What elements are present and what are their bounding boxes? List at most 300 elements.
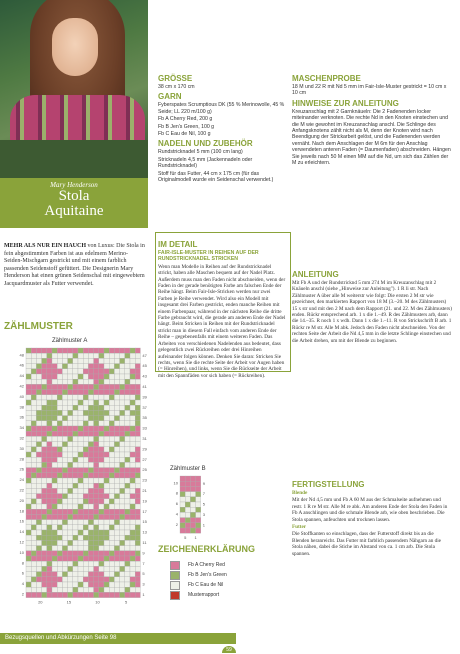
chart-cell <box>68 520 73 525</box>
chart-cell <box>26 405 31 410</box>
chart-cell <box>109 353 114 358</box>
chart-cell <box>73 348 78 353</box>
blende-text: Mit der Nd 4,5 mm und Fb A 60 M aus der Schmalseite aufnehmen und restr. 1 R re M str. Alle M re abk. Am anderen Ende der Stola den Faden in Fb A anschlingen und die schmale Blende arb, wie oben beschrieben. Die Stola spannen, anfeuchten und trocknen lassen. <box>292 497 448 523</box>
chart-cell <box>185 486 190 491</box>
chart-cell <box>83 369 88 374</box>
row-label: 40 <box>19 393 24 399</box>
chart-cell <box>88 358 93 363</box>
chart-cell <box>42 483 47 488</box>
chart-cell <box>47 572 52 577</box>
chart-cell <box>68 364 73 369</box>
chart-cell <box>62 374 67 379</box>
chart-cell <box>68 447 73 452</box>
chart-cell <box>130 364 135 369</box>
chart-cell <box>94 416 99 421</box>
chart-cell <box>73 582 78 587</box>
chart-cell <box>42 556 47 561</box>
row-label: 47 <box>142 352 147 358</box>
chart-cell <box>83 592 88 597</box>
chart-cell <box>26 358 31 363</box>
chart-cell <box>36 462 41 467</box>
chart-cell <box>26 494 31 499</box>
chart-cell <box>114 384 119 389</box>
chart-cell <box>120 395 125 400</box>
chart-cell <box>42 369 47 374</box>
chart-cell <box>57 421 62 426</box>
chart-cell <box>109 572 114 577</box>
chart-cell <box>73 447 78 452</box>
chart-cell <box>36 447 41 452</box>
row-label: 43 <box>142 373 147 379</box>
chart-cell <box>31 566 36 571</box>
chart-cell <box>57 478 62 483</box>
chart-cell <box>31 540 36 545</box>
chart-cell <box>135 384 140 389</box>
chart-cell <box>94 384 99 389</box>
chart-cell <box>57 452 62 457</box>
chart-cell <box>57 374 62 379</box>
chart-cell <box>109 483 114 488</box>
chart-cell <box>120 400 125 405</box>
chart-cell <box>42 572 47 577</box>
chart-cell <box>52 400 57 405</box>
chart-cell <box>36 556 41 561</box>
chart-cell <box>109 592 114 597</box>
chart-cell <box>78 566 83 571</box>
blende-label: Blende <box>292 490 308 496</box>
chart-cell <box>47 530 52 535</box>
chart-cell <box>135 561 140 566</box>
chart-cell <box>47 483 52 488</box>
row-label: 22 <box>19 487 24 493</box>
chart-cell <box>68 431 73 436</box>
chart-cell <box>135 509 140 514</box>
chart-cell <box>26 530 31 535</box>
chart-cell <box>57 546 62 551</box>
chart-cell <box>83 520 88 525</box>
row-label: 27 <box>142 456 147 462</box>
chart-cell <box>125 587 130 592</box>
chart-cell <box>47 566 52 571</box>
chart-cell <box>57 520 62 525</box>
chart-cell <box>57 410 62 415</box>
chart-cell <box>120 405 125 410</box>
chart-cell <box>52 390 57 395</box>
chart-cell <box>47 364 52 369</box>
chart-cell <box>62 353 67 358</box>
chart-cell <box>78 473 83 478</box>
chart-cell <box>68 509 73 514</box>
row-label: 7 <box>142 560 145 566</box>
chart-cell <box>125 561 130 566</box>
chart-cell <box>73 468 78 473</box>
chart-cell <box>73 494 78 499</box>
chart-cell <box>196 492 201 497</box>
chart-cell <box>180 492 185 497</box>
chart-cell <box>47 416 52 421</box>
chart-cell <box>120 546 125 551</box>
chart-cell <box>26 457 31 462</box>
chart-cell <box>120 462 125 467</box>
chart-cell <box>109 520 114 525</box>
chart-cell <box>99 540 104 545</box>
chart-cell <box>31 561 36 566</box>
chart-cell <box>68 468 73 473</box>
chart-cell <box>99 426 104 431</box>
title-line-2: Aquitaine <box>44 203 104 219</box>
chart-cell <box>130 478 135 483</box>
chart-cell <box>99 405 104 410</box>
detail-subheading: FAIR-ISLE-MUSTER IN REIHEN AUF DER RUNDSTRICKNADEL STRICKEN <box>158 250 259 263</box>
chart-cell <box>36 364 41 369</box>
chart-cell <box>120 348 125 353</box>
row-label: 6 <box>175 501 178 507</box>
chart-cell <box>83 405 88 410</box>
chart-cell <box>31 369 36 374</box>
chart-cell <box>57 384 62 389</box>
chart-cell <box>36 535 41 540</box>
chart-cell <box>130 488 135 493</box>
legend <box>170 560 227 600</box>
chart-cell <box>114 405 119 410</box>
chart-cell <box>94 400 99 405</box>
chart-cell <box>78 426 83 431</box>
chart-cell <box>42 488 47 493</box>
chart-cell <box>78 530 83 535</box>
designer-name: Mary Henderson <box>50 181 98 189</box>
chart-cell <box>130 499 135 504</box>
row-label: 28 <box>19 456 24 462</box>
chart-cell <box>88 369 93 374</box>
chart-cell <box>47 525 52 530</box>
chart-cell <box>62 405 67 410</box>
chart-cell <box>94 483 99 488</box>
chart-cell <box>114 436 119 441</box>
chart-cell <box>104 358 109 363</box>
chart-cell <box>125 384 130 389</box>
chart-cell <box>120 452 125 457</box>
footer-reference: Bezugsquellen und Abkürzungen Seite 98 <box>0 633 236 644</box>
chart-cell <box>114 488 119 493</box>
chart-cell <box>88 431 93 436</box>
chart-cell <box>36 587 41 592</box>
chart-cell <box>42 426 47 431</box>
chart-cell <box>88 494 93 499</box>
chart-cell <box>42 592 47 597</box>
chart-cell <box>125 566 130 571</box>
chart-cell <box>114 551 119 556</box>
chart-cell <box>73 410 78 415</box>
chart-cell <box>42 520 47 525</box>
chart-cell <box>88 410 93 415</box>
chart-cell <box>62 504 67 509</box>
chart-cell <box>125 546 130 551</box>
chart-cell <box>73 577 78 582</box>
chart-cell <box>73 374 78 379</box>
nadeln-heading: NADELN UND ZUBEHÖR <box>158 139 253 149</box>
chart-cell <box>94 520 99 525</box>
chart-cell <box>62 473 67 478</box>
chart-cell <box>83 379 88 384</box>
chart-cell <box>99 509 104 514</box>
chart-cell <box>120 431 125 436</box>
chart-cell <box>36 426 41 431</box>
row-label: 39 <box>142 394 147 400</box>
chart-cell <box>73 353 78 358</box>
chart-cell <box>26 447 31 452</box>
chart-cell <box>31 442 36 447</box>
chart-cell <box>135 535 140 540</box>
chart-cell <box>130 509 135 514</box>
chart-cell <box>114 364 119 369</box>
chart-cell <box>99 592 104 597</box>
chart-cell <box>42 379 47 384</box>
chart-cell <box>94 421 99 426</box>
chart-cell <box>104 592 109 597</box>
chart-cell <box>78 400 83 405</box>
chart-cell <box>26 416 31 421</box>
chart-cell <box>99 431 104 436</box>
chart-cell <box>114 390 119 395</box>
chart-cell <box>83 462 88 467</box>
chart-cell <box>68 556 73 561</box>
chart-cell <box>196 486 201 491</box>
chart-cell <box>62 530 67 535</box>
chart-cell <box>120 504 125 509</box>
chart-cell <box>42 551 47 556</box>
chart-cell <box>26 551 31 556</box>
chart-cell <box>73 525 78 530</box>
chart-cell <box>99 535 104 540</box>
chart-cell <box>99 452 104 457</box>
chart-cell <box>31 462 36 467</box>
chart-cell <box>94 468 99 473</box>
chart-cell <box>68 561 73 566</box>
chart-cell <box>62 369 67 374</box>
chart-cell <box>42 462 47 467</box>
row-label: 26 <box>19 466 24 472</box>
chart-cell <box>104 410 109 415</box>
row-label: 1 <box>142 592 145 598</box>
groesse-text: 38 cm x 170 cm <box>158 84 195 90</box>
chart-cell <box>99 566 104 571</box>
chart-cell <box>52 483 57 488</box>
chart-cell <box>73 592 78 597</box>
chart-cell <box>57 566 62 571</box>
chart-cell <box>78 525 83 530</box>
chart-cell <box>109 384 114 389</box>
chart-cell <box>99 551 104 556</box>
chart-cell <box>125 400 130 405</box>
chart-cell <box>125 364 130 369</box>
legend-swatch <box>170 591 180 600</box>
chart-cell <box>99 525 104 530</box>
chart-cell <box>125 535 130 540</box>
chart-cell <box>62 416 67 421</box>
chart-cell <box>62 442 67 447</box>
chart-cell <box>42 410 47 415</box>
chart-cell <box>42 577 47 582</box>
chart-cell <box>26 504 31 509</box>
chart-cell <box>36 348 41 353</box>
chart-cell <box>47 390 52 395</box>
chart-cell <box>42 384 47 389</box>
detail-column <box>158 238 286 380</box>
chart-cell <box>109 535 114 540</box>
chart-cell <box>83 348 88 353</box>
chart-cell <box>83 384 88 389</box>
row-label: 17 <box>142 508 147 514</box>
chart-cell <box>94 546 99 551</box>
chart-cell <box>130 452 135 457</box>
row-label: 37 <box>142 404 147 410</box>
chart-cell <box>180 481 185 486</box>
chart-cell <box>62 551 67 556</box>
chart-cell <box>78 540 83 545</box>
chart-cell <box>99 395 104 400</box>
row-label: 48 <box>19 352 24 358</box>
chart-cell <box>62 494 67 499</box>
garn-line: Fb C Eau de Nil, 100 g <box>158 131 211 138</box>
chart-cell <box>52 364 57 369</box>
chart-cell <box>125 530 130 535</box>
zeichen-heading: ZEICHENERKLÄRUNG <box>158 544 256 554</box>
chart-cell <box>104 462 109 467</box>
chart-cell <box>83 572 88 577</box>
chart-cell <box>52 421 57 426</box>
chart-cell <box>135 572 140 577</box>
chart-cell <box>47 400 52 405</box>
chart-cell <box>68 494 73 499</box>
chart-cell <box>180 523 185 528</box>
chart-cell <box>47 447 52 452</box>
chart-cell <box>68 582 73 587</box>
chart-cell <box>78 431 83 436</box>
chart-cell <box>42 364 47 369</box>
detail-heading: IM DETAIL <box>158 240 198 249</box>
chart-cell <box>94 572 99 577</box>
chart-cell <box>94 364 99 369</box>
chart-cell <box>94 379 99 384</box>
chart-cell <box>62 509 67 514</box>
chart-cell <box>130 566 135 571</box>
hinweise-text: Kreuzanschlag mit 2 Garnknäueln: Die 2 Fadenenden locker miteinander verknoten. Die rechte Nd in den Knoten einstechen und die M wie gewohnt im Kreuzanschlag anschl. Die Schlinge des Anfangsknotens zählt nicht als M, denn der Knoten wird nach Beendigung der Strickarbeit gelöst, und die Fadenenden werden vernäht. Nach dem Anschlagen der M 6m für den Anschlag verwendeten anteren Faden (= Daumenfaden) abschneiden. Hängen Sie jeweils nach 50 M einen MM auf die Nd, um sich das Zählen der M zu erleichtern. <box>292 108 451 167</box>
chart-cell <box>83 374 88 379</box>
chart-cell <box>135 405 140 410</box>
chart-cell <box>94 457 99 462</box>
chart-cell <box>99 494 104 499</box>
chart-cell <box>114 478 119 483</box>
chart-cell <box>52 431 57 436</box>
chart-cell <box>120 410 125 415</box>
chart-cell <box>120 416 125 421</box>
chart-cell <box>42 395 47 400</box>
chart-cell <box>125 447 130 452</box>
chart-cell <box>114 452 119 457</box>
chart-cell <box>104 468 109 473</box>
chart-cell <box>104 379 109 384</box>
chart-cell <box>57 447 62 452</box>
chart-cell <box>135 473 140 478</box>
chart-cell <box>42 546 47 551</box>
chart-cell <box>94 514 99 519</box>
chart-cell <box>185 481 190 486</box>
chart-cell <box>99 462 104 467</box>
row-label: 15 <box>142 519 147 525</box>
row-label: 45 <box>142 363 147 369</box>
chart-cell <box>99 447 104 452</box>
chart-cell <box>120 535 125 540</box>
chart-cell <box>114 582 119 587</box>
hinweise-heading: HINWEISE ZUR ANLEITUNG <box>292 98 399 108</box>
chart-cell <box>62 566 67 571</box>
chart-cell <box>130 395 135 400</box>
chart-cell <box>31 358 36 363</box>
chart-cell <box>104 390 109 395</box>
chart-cell <box>78 405 83 410</box>
chart-cell <box>94 462 99 467</box>
chart-cell <box>36 452 41 457</box>
chart-cell <box>83 504 88 509</box>
chart-cell <box>114 530 119 535</box>
chart-cell <box>52 566 57 571</box>
chart-cell <box>120 509 125 514</box>
chart-cell <box>125 509 130 514</box>
chart-cell <box>52 452 57 457</box>
chart-cell <box>78 520 83 525</box>
chart-cell <box>57 577 62 582</box>
chart-cell <box>83 410 88 415</box>
row-label: 6 <box>21 570 24 576</box>
chart-cell <box>47 384 52 389</box>
chart-cell <box>36 525 41 530</box>
chart-cell <box>57 514 62 519</box>
chart-cell <box>78 582 83 587</box>
chart-cell <box>120 561 125 566</box>
chart-cell <box>26 379 31 384</box>
chart-cell <box>57 556 62 561</box>
chart-cell <box>68 587 73 592</box>
chart-cell <box>125 468 130 473</box>
chart-cell <box>31 457 36 462</box>
chart-cell <box>31 447 36 452</box>
chart-cell <box>104 566 109 571</box>
chart-cell <box>36 499 41 504</box>
chart-cell <box>57 530 62 535</box>
col-label: 5 <box>124 599 128 605</box>
chart-cell <box>36 514 41 519</box>
chart-cell <box>99 353 104 358</box>
chart-cell <box>31 384 36 389</box>
chart-cell <box>109 379 114 384</box>
chart-cell <box>88 483 93 488</box>
chart-cell <box>57 426 62 431</box>
chart-cell <box>114 447 119 452</box>
chart-cell <box>114 546 119 551</box>
chart-cell <box>104 540 109 545</box>
chart-cell <box>135 348 140 353</box>
chart-cell <box>26 499 31 504</box>
chart-cell <box>52 572 57 577</box>
chart-cell <box>99 468 104 473</box>
chart-cell <box>88 405 93 410</box>
chart-cell <box>135 390 140 395</box>
chart-cell <box>78 478 83 483</box>
chart-cell <box>47 540 52 545</box>
chart-cell <box>62 358 67 363</box>
chart-cell <box>52 561 57 566</box>
chart-cell <box>109 530 114 535</box>
